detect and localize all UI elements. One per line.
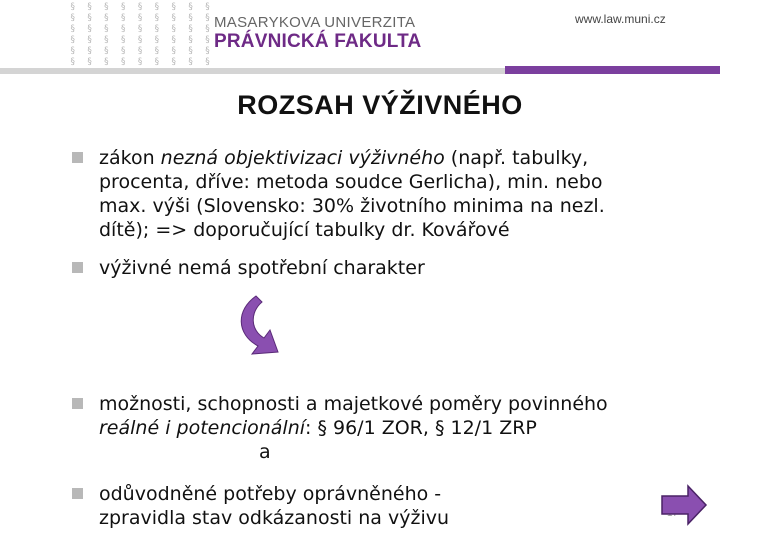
bullet1-line3: max. výši (Slovensko: 30% životního minima na nezl. — [99, 195, 605, 217]
bullet3-line3: a — [259, 441, 271, 463]
curved-down-arrow-icon — [232, 290, 312, 356]
bullet1-line4: dítě); => doporučující tabulky dr. Kovářové — [99, 219, 510, 241]
bullet3-line1: možnosti, schopnosti a majetkové poměry povinného — [99, 393, 608, 415]
bullet-marker — [72, 262, 83, 273]
bullet3-italic: reálné i potencionální — [99, 417, 306, 439]
bullet-marker — [72, 398, 83, 409]
logo-pattern: § § § § § § § § § § § § § § § § § § § § § § § § § § § § § § § § § § § § § § § § § § § § § § § § § § § § § § — [70, 2, 214, 67]
bullet1-post: (např. tabulky, — [444, 147, 589, 169]
bullet4-line1: odůvodněné potřeby oprávněného - — [99, 483, 442, 505]
next-arrow-icon[interactable] — [660, 484, 708, 526]
bullet1-line2: procenta, dříve: metoda soudce Gerlicha), min. nebo — [99, 171, 603, 193]
bullet-text-needs — [99, 482, 709, 530]
bullet3-post: : § 96/1 ZOR, § 12/1 ZRP — [305, 417, 537, 439]
header-divider-grey — [0, 68, 505, 74]
header-banner — [0, 0, 720, 72]
faculty-name: PRÁVNICKÁ FAKULTA — [214, 31, 422, 52]
university-name: MASARYKOVA UNIVERZITA — [214, 14, 416, 31]
bullet-text-consumption: výživné nemá spotřební charakter — [99, 257, 425, 279]
bullet1-italic: nezná objektivizaci výživného — [160, 147, 445, 169]
bullet-marker — [72, 152, 83, 163]
bullet4-line2: zpravidla stav odkázanosti na výživu — [99, 507, 450, 529]
bullet-marker — [72, 488, 83, 499]
bullet-text-law — [99, 146, 709, 242]
slide-title: ROZSAH VÝŽIVNÉHO — [237, 90, 523, 120]
bullet-text-means — [99, 392, 709, 464]
bullet1-pre: zákon — [99, 147, 161, 169]
website-url[interactable]: www.law.muni.cz — [575, 12, 666, 26]
header-divider-accent — [505, 66, 720, 74]
